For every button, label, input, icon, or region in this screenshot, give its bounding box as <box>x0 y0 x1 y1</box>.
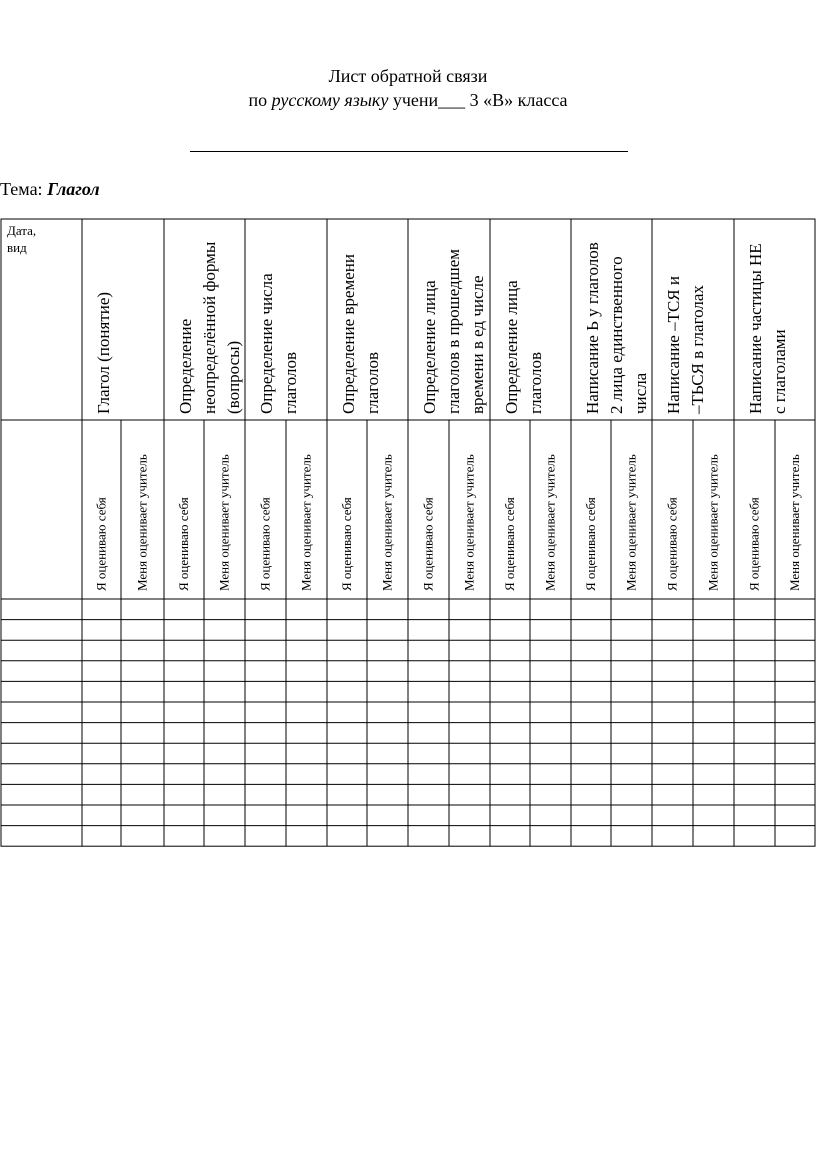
teacher-assessment-header: Меня оценивает учитель <box>542 454 558 591</box>
teacher-assessment-cell[interactable] <box>449 681 490 702</box>
self-assessment-cell[interactable] <box>82 805 121 826</box>
teacher-assessment-cell[interactable] <box>286 723 327 744</box>
teacher-assessment-cell[interactable] <box>693 640 734 661</box>
self-assessment-cell[interactable] <box>734 599 775 620</box>
teacher-assessment-cell[interactable] <box>530 764 571 785</box>
self-assessment-cell[interactable] <box>734 640 775 661</box>
self-assessment-cell[interactable] <box>571 826 611 847</box>
teacher-assessment-cell[interactable] <box>449 702 490 723</box>
teacher-assessment-header: Меня оценивает учитель <box>134 454 150 591</box>
self-assessment-cell[interactable] <box>571 784 611 805</box>
teacher-assessment-cell[interactable] <box>204 764 245 785</box>
teacher-assessment-cell[interactable] <box>693 784 734 805</box>
self-assessment-cell[interactable] <box>408 681 449 702</box>
topic-header-line: (вопросы) <box>224 340 243 414</box>
teacher-assessment-cell[interactable] <box>204 805 245 826</box>
self-assessment-cell[interactable] <box>82 826 121 847</box>
topic-header <box>176 241 243 414</box>
self-assessment-header: Я оцениваю себя <box>664 497 680 591</box>
teacher-assessment-cell[interactable] <box>693 743 734 764</box>
self-assessment-cell[interactable] <box>82 599 121 620</box>
self-assessment-cell[interactable] <box>408 764 449 785</box>
topic-value: Глагол <box>47 179 100 199</box>
teacher-assessment-cell[interactable] <box>367 702 408 723</box>
self-assessment-cell[interactable] <box>82 661 121 682</box>
teacher-assessment-cell[interactable] <box>121 784 164 805</box>
teacher-assessment-header: Меня оценивает учитель <box>298 454 314 591</box>
teacher-assessment-cell[interactable] <box>449 640 490 661</box>
teacher-assessment-cell[interactable] <box>775 743 815 764</box>
self-assessment-cell[interactable] <box>571 620 611 641</box>
teacher-assessment-cell[interactable] <box>775 723 815 744</box>
teacher-assessment-cell[interactable] <box>121 702 164 723</box>
self-assessment-cell[interactable] <box>82 620 121 641</box>
teacher-assessment-cell[interactable] <box>367 640 408 661</box>
teacher-assessment-cell[interactable] <box>693 702 734 723</box>
self-assessment-cell[interactable] <box>245 743 286 764</box>
teacher-assessment-cell[interactable] <box>693 681 734 702</box>
self-assessment-cell[interactable] <box>571 723 611 744</box>
topic-header <box>420 249 487 414</box>
self-assessment-cell[interactable] <box>652 805 693 826</box>
self-assessment-cell[interactable] <box>490 681 530 702</box>
self-assessment-cell[interactable] <box>408 702 449 723</box>
date-cell[interactable] <box>1 723 82 744</box>
teacher-assessment-cell[interactable] <box>611 826 652 847</box>
teacher-assessment-cell[interactable] <box>204 784 245 805</box>
self-assessment-cell[interactable] <box>652 784 693 805</box>
self-assessment-cell[interactable] <box>490 702 530 723</box>
date-cell[interactable] <box>1 661 82 682</box>
date-header: вид <box>7 240 27 255</box>
topic-header-line: Определение числа <box>257 273 276 414</box>
teacher-assessment-cell[interactable] <box>367 681 408 702</box>
date-cell[interactable] <box>1 784 82 805</box>
topic-header-line: Написание Ь у глаголов <box>583 242 602 414</box>
self-assessment-cell[interactable] <box>652 640 693 661</box>
self-assessment-cell[interactable] <box>652 764 693 785</box>
self-assessment-cell[interactable] <box>245 784 286 805</box>
self-assessment-header: Я оцениваю себя <box>502 497 517 591</box>
topic-header <box>339 254 382 414</box>
self-assessment-cell[interactable] <box>327 743 367 764</box>
self-assessment-cell[interactable] <box>490 661 530 682</box>
teacher-assessment-cell[interactable] <box>449 599 490 620</box>
self-assessment-cell[interactable] <box>571 702 611 723</box>
self-assessment-cell[interactable] <box>82 743 121 764</box>
teacher-assessment-cell[interactable] <box>204 826 245 847</box>
self-assessment-cell[interactable] <box>571 599 611 620</box>
self-assessment-cell[interactable] <box>327 681 367 702</box>
topic-header-line: числа <box>631 372 650 414</box>
topic-header <box>583 242 650 414</box>
teacher-assessment-cell[interactable] <box>204 661 245 682</box>
self-assessment-cell[interactable] <box>327 826 367 847</box>
topic-header-line: с глаголами <box>770 329 789 414</box>
teacher-assessment-cell[interactable] <box>449 826 490 847</box>
self-assessment-cell[interactable] <box>408 640 449 661</box>
self-assessment-cell[interactable] <box>164 620 204 641</box>
self-assessment-header: Я оцениваю себя <box>420 497 436 591</box>
self-assessment-cell[interactable] <box>82 784 121 805</box>
self-assessment-cell[interactable] <box>408 620 449 641</box>
date-cell[interactable] <box>1 805 82 826</box>
teacher-assessment-cell[interactable] <box>204 723 245 744</box>
date-cell[interactable] <box>1 826 82 847</box>
teacher-assessment-cell[interactable] <box>530 826 571 847</box>
teacher-assessment-cell[interactable] <box>121 599 164 620</box>
self-assessment-cell[interactable] <box>490 784 530 805</box>
self-assessment-cell[interactable] <box>490 805 530 826</box>
self-assessment-cell[interactable] <box>490 826 530 847</box>
teacher-assessment-cell[interactable] <box>775 640 815 661</box>
teacher-assessment-cell[interactable] <box>286 681 327 702</box>
topic-header-line: Определение <box>176 318 195 414</box>
date-cell[interactable] <box>1 702 82 723</box>
teacher-assessment-cell[interactable] <box>286 640 327 661</box>
teacher-assessment-cell[interactable] <box>121 805 164 826</box>
topic-header-line: Глагол (понятие) <box>94 291 113 414</box>
self-assessment-cell[interactable] <box>164 661 204 682</box>
teacher-assessment-cell[interactable] <box>611 681 652 702</box>
self-assessment-cell[interactable] <box>408 723 449 744</box>
teacher-assessment-cell[interactable] <box>367 805 408 826</box>
teacher-assessment-cell[interactable] <box>530 805 571 826</box>
teacher-assessment-cell[interactable] <box>775 784 815 805</box>
self-assessment-cell[interactable] <box>490 599 530 620</box>
topic-header-line: 2 лица единственного <box>607 256 626 414</box>
self-assessment-cell[interactable] <box>571 661 611 682</box>
self-assessment-cell[interactable] <box>408 826 449 847</box>
teacher-assessment-cell[interactable] <box>121 764 164 785</box>
self-assessment-cell[interactable] <box>327 599 367 620</box>
self-assessment-cell[interactable] <box>734 784 775 805</box>
teacher-assessment-cell[interactable] <box>611 764 652 785</box>
teacher-assessment-cell[interactable] <box>530 661 571 682</box>
self-assessment-cell[interactable] <box>245 681 286 702</box>
self-assessment-cell[interactable] <box>245 764 286 785</box>
self-assessment-cell[interactable] <box>327 723 367 744</box>
self-assessment-cell[interactable] <box>164 743 204 764</box>
self-assessment-cell[interactable] <box>245 661 286 682</box>
teacher-assessment-cell[interactable] <box>367 784 408 805</box>
teacher-assessment-cell[interactable] <box>204 599 245 620</box>
sheet-title: Лист обратной связи <box>328 66 488 86</box>
teacher-assessment-cell[interactable] <box>530 743 571 764</box>
subject-name: русскому языку <box>271 90 389 110</box>
teacher-assessment-cell[interactable] <box>693 723 734 744</box>
self-assessment-cell[interactable] <box>327 784 367 805</box>
self-assessment-header: Я оцениваю себя <box>583 497 598 591</box>
teacher-assessment-cell[interactable] <box>530 723 571 744</box>
date-cell[interactable] <box>1 640 82 661</box>
self-assessment-cell[interactable] <box>245 723 286 744</box>
teacher-assessment-cell[interactable] <box>121 640 164 661</box>
topic-header-line: глаголов <box>526 352 545 414</box>
topic-header <box>664 276 707 415</box>
self-assessment-cell[interactable] <box>164 702 204 723</box>
teacher-assessment-cell[interactable] <box>367 764 408 785</box>
topic-header-line: Определение лица <box>420 280 439 414</box>
teacher-assessment-cell[interactable] <box>286 599 327 620</box>
topic-header <box>94 292 113 414</box>
self-assessment-cell[interactable] <box>490 640 530 661</box>
self-assessment-cell[interactable] <box>571 681 611 702</box>
self-assessment-cell[interactable] <box>245 620 286 641</box>
teacher-assessment-cell[interactable] <box>775 681 815 702</box>
teacher-assessment-cell[interactable] <box>286 661 327 682</box>
self-assessment-cell[interactable] <box>327 661 367 682</box>
topic-header-line: Написание –ТСЯ и <box>664 276 683 414</box>
teacher-assessment-cell[interactable] <box>286 620 327 641</box>
self-assessment-cell[interactable] <box>734 764 775 785</box>
teacher-assessment-cell[interactable] <box>367 743 408 764</box>
teacher-assessment-cell[interactable] <box>611 723 652 744</box>
topic-header-line: глаголов <box>363 352 382 414</box>
self-assessment-cell[interactable] <box>571 743 611 764</box>
self-assessment-cell[interactable] <box>571 764 611 785</box>
topic-header-line: Определение лица <box>502 280 521 414</box>
topic-header-line: неопределённой формы <box>200 241 219 414</box>
teacher-assessment-cell[interactable] <box>693 620 734 641</box>
teacher-assessment-cell[interactable] <box>367 599 408 620</box>
self-assessment-cell[interactable] <box>327 764 367 785</box>
teacher-assessment-cell[interactable] <box>204 620 245 641</box>
self-assessment-cell[interactable] <box>245 826 286 847</box>
teacher-assessment-header: Меня оценивает учитель <box>623 454 639 591</box>
self-assessment-cell[interactable] <box>164 681 204 702</box>
self-assessment-cell[interactable] <box>245 599 286 620</box>
teacher-assessment-cell[interactable] <box>530 599 571 620</box>
self-assessment-cell[interactable] <box>82 702 121 723</box>
self-assessment-cell[interactable] <box>734 661 775 682</box>
teacher-assessment-header: Меня оценивает учитель <box>379 454 395 591</box>
date-cell[interactable] <box>1 620 82 641</box>
self-assessment-cell[interactable] <box>327 640 367 661</box>
self-assessment-cell[interactable] <box>734 826 775 847</box>
topic-header-line: –ТЬСЯ в глаголах <box>688 285 707 414</box>
self-assessment-cell[interactable] <box>82 764 121 785</box>
date-cell[interactable] <box>1 764 82 785</box>
teacher-assessment-cell[interactable] <box>530 640 571 661</box>
self-assessment-cell[interactable] <box>652 661 693 682</box>
teacher-assessment-cell[interactable] <box>449 620 490 641</box>
self-assessment-cell[interactable] <box>327 620 367 641</box>
teacher-assessment-header: Меня оценивает учитель <box>705 454 721 591</box>
teacher-assessment-cell[interactable] <box>121 620 164 641</box>
teacher-assessment-cell[interactable] <box>449 764 490 785</box>
self-assessment-cell[interactable] <box>245 702 286 723</box>
teacher-assessment-cell[interactable] <box>775 702 815 723</box>
self-assessment-cell[interactable] <box>164 640 204 661</box>
topic-header <box>746 243 789 414</box>
teacher-assessment-cell[interactable] <box>775 661 815 682</box>
teacher-assessment-cell[interactable] <box>121 743 164 764</box>
self-assessment-cell[interactable] <box>734 805 775 826</box>
self-assessment-cell[interactable] <box>734 723 775 744</box>
teacher-assessment-cell[interactable] <box>611 743 652 764</box>
self-assessment-cell[interactable] <box>164 599 204 620</box>
self-assessment-cell[interactable] <box>490 620 530 641</box>
self-assessment-cell[interactable] <box>652 681 693 702</box>
self-assessment-cell[interactable] <box>734 620 775 641</box>
teacher-assessment-cell[interactable] <box>693 805 734 826</box>
self-assessment-header: Я оцениваю себя <box>257 497 273 591</box>
self-assessment-cell[interactable] <box>164 784 204 805</box>
teacher-assessment-cell[interactable] <box>367 661 408 682</box>
date-cell[interactable] <box>1 681 82 702</box>
teacher-assessment-cell[interactable] <box>611 599 652 620</box>
self-assessment-cell[interactable] <box>652 599 693 620</box>
self-assessment-cell[interactable] <box>408 743 449 764</box>
self-assessment-cell[interactable] <box>408 661 449 682</box>
teacher-assessment-cell[interactable] <box>775 805 815 826</box>
self-assessment-cell[interactable] <box>327 805 367 826</box>
teacher-assessment-cell[interactable] <box>121 681 164 702</box>
teacher-assessment-cell[interactable] <box>449 784 490 805</box>
teacher-assessment-cell[interactable] <box>367 826 408 847</box>
self-assessment-cell[interactable] <box>734 702 775 723</box>
teacher-assessment-cell[interactable] <box>121 661 164 682</box>
topic-header-line: Определение времени <box>339 254 358 414</box>
teacher-assessment-cell[interactable] <box>121 826 164 847</box>
teacher-assessment-cell[interactable] <box>286 826 327 847</box>
teacher-assessment-cell[interactable] <box>693 599 734 620</box>
teacher-assessment-cell[interactable] <box>693 661 734 682</box>
teacher-assessment-cell[interactable] <box>204 681 245 702</box>
subtitle-prefix: по <box>248 90 272 110</box>
self-assessment-cell[interactable] <box>82 640 121 661</box>
teacher-assessment-cell[interactable] <box>204 743 245 764</box>
teacher-assessment-cell[interactable] <box>611 805 652 826</box>
teacher-assessment-cell[interactable] <box>611 640 652 661</box>
self-assessment-cell[interactable] <box>164 805 204 826</box>
teacher-assessment-cell[interactable] <box>775 764 815 785</box>
teacher-assessment-cell[interactable] <box>286 702 327 723</box>
self-assessment-cell[interactable] <box>490 743 530 764</box>
self-assessment-cell[interactable] <box>245 805 286 826</box>
teacher-assessment-cell[interactable] <box>530 681 571 702</box>
self-assessment-cell[interactable] <box>652 743 693 764</box>
subtitle-suffix: учени___ 3 «В» класса <box>388 90 568 110</box>
self-assessment-cell[interactable] <box>734 743 775 764</box>
teacher-assessment-cell[interactable] <box>775 599 815 620</box>
self-assessment-cell[interactable] <box>164 723 204 744</box>
topic-label: Тема: <box>0 179 48 199</box>
teacher-assessment-cell[interactable] <box>530 784 571 805</box>
teacher-assessment-header: Меня оценивает учитель <box>787 454 802 591</box>
teacher-assessment-header: Меня оценивает учитель <box>216 454 232 591</box>
date-header: Дата, <box>7 223 37 238</box>
self-assessment-cell[interactable] <box>82 681 121 702</box>
teacher-assessment-cell[interactable] <box>449 723 490 744</box>
topic-header <box>502 280 545 414</box>
topic-header-line: глаголов <box>281 352 300 414</box>
topic-header-line: Написание частицы НЕ <box>746 243 765 414</box>
teacher-assessment-cell[interactable] <box>693 826 734 847</box>
teacher-assessment-cell[interactable] <box>286 764 327 785</box>
topic-header <box>257 273 300 414</box>
self-assessment-cell[interactable] <box>571 640 611 661</box>
self-assessment-cell[interactable] <box>164 826 204 847</box>
self-assessment-cell[interactable] <box>490 723 530 744</box>
teacher-assessment-cell[interactable] <box>611 620 652 641</box>
self-assessment-cell[interactable] <box>408 599 449 620</box>
self-assessment-cell[interactable] <box>245 640 286 661</box>
topic-header-line: времени в ед числе <box>468 275 487 414</box>
topic-header-line: глаголов в прошедшем <box>444 248 463 414</box>
teacher-assessment-cell[interactable] <box>449 743 490 764</box>
self-assessment-header: Я оцениваю себя <box>746 497 762 591</box>
self-assessment-cell[interactable] <box>571 805 611 826</box>
teacher-assessment-cell[interactable] <box>775 620 815 641</box>
teacher-assessment-cell[interactable] <box>611 784 652 805</box>
self-assessment-header: Я оцениваю себя <box>339 497 354 591</box>
date-cell[interactable] <box>1 743 82 764</box>
teacher-assessment-cell[interactable] <box>611 702 652 723</box>
self-assessment-cell[interactable] <box>327 702 367 723</box>
teacher-assessment-cell[interactable] <box>286 805 327 826</box>
teacher-assessment-cell[interactable] <box>611 661 652 682</box>
self-assessment-header: Я оцениваю себя <box>176 497 191 591</box>
teacher-assessment-cell[interactable] <box>204 640 245 661</box>
teacher-assessment-cell[interactable] <box>449 661 490 682</box>
self-assessment-cell[interactable] <box>652 826 693 847</box>
teacher-assessment-header: Меня оценивает учитель <box>461 454 477 591</box>
teacher-assessment-cell[interactable] <box>121 723 164 744</box>
self-assessment-cell[interactable] <box>652 702 693 723</box>
self-assessment-cell[interactable] <box>408 784 449 805</box>
teacher-assessment-cell[interactable] <box>530 702 571 723</box>
teacher-assessment-cell[interactable] <box>286 743 327 764</box>
teacher-assessment-cell[interactable] <box>449 805 490 826</box>
self-assessment-cell[interactable] <box>408 805 449 826</box>
teacher-assessment-cell[interactable] <box>367 620 408 641</box>
teacher-assessment-cell[interactable] <box>775 826 815 847</box>
teacher-assessment-cell[interactable] <box>530 620 571 641</box>
teacher-assessment-cell[interactable] <box>693 764 734 785</box>
teacher-assessment-cell[interactable] <box>367 723 408 744</box>
teacher-assessment-cell[interactable] <box>204 702 245 723</box>
self-assessment-cell[interactable] <box>82 723 121 744</box>
date-cell[interactable] <box>1 599 82 620</box>
self-assessment-cell[interactable] <box>490 764 530 785</box>
self-assessment-header: Я оцениваю себя <box>93 497 109 591</box>
self-assessment-cell[interactable] <box>652 620 693 641</box>
self-assessment-cell[interactable] <box>164 764 204 785</box>
teacher-assessment-cell[interactable] <box>286 784 327 805</box>
self-assessment-cell[interactable] <box>734 681 775 702</box>
self-assessment-cell[interactable] <box>652 723 693 744</box>
